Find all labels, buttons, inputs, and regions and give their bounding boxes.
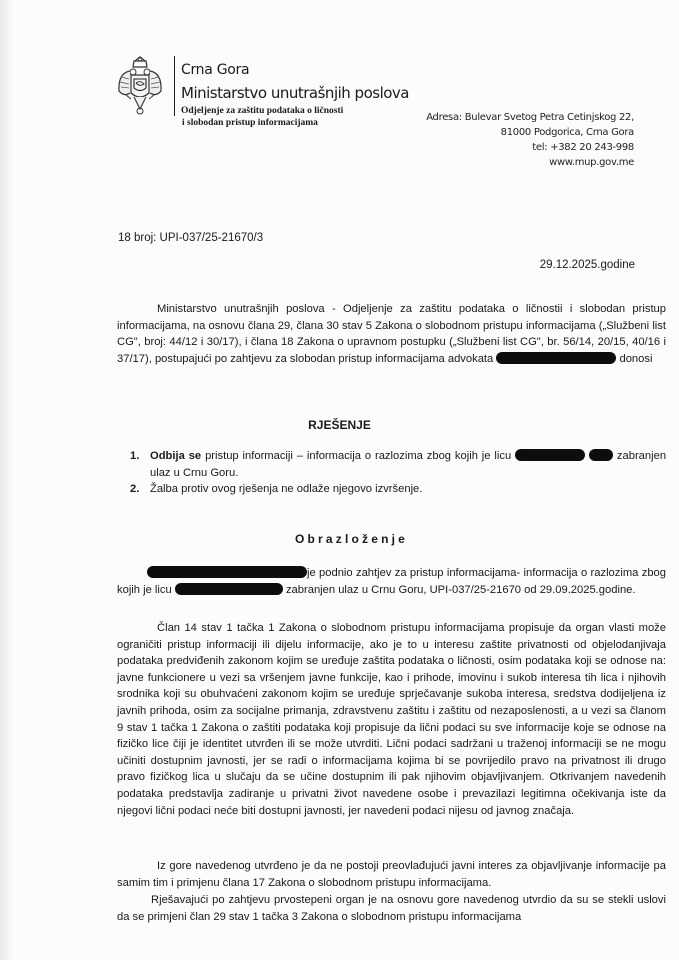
address-line-2: 81000 Podgorica, Crna Gora [500, 127, 634, 138]
item-number: 1. [130, 450, 140, 462]
letterhead-address [426, 110, 634, 170]
letterhead-department [181, 105, 343, 129]
item-number: 2. [130, 483, 140, 496]
website-link[interactable]: www.mup.gov.me [549, 157, 634, 168]
intro-paragraph [117, 301, 666, 367]
letterhead-divider [174, 56, 175, 116]
letterhead-ministry: Ministarstvo unutrašnjih poslova [181, 84, 409, 102]
decision-item-2 [130, 481, 666, 498]
letterhead-country: Crna Gora [181, 62, 250, 78]
item-bold-lead: Odbija se [150, 450, 202, 462]
item-text: Žalba protiv ovog rješenja ne odlaže njegovo izvršenje. [150, 483, 423, 496]
redaction-block [515, 449, 585, 461]
intro-text-end: donosi [619, 352, 653, 365]
reference-number: 18 broj: UPI-037/25-21670/3 [118, 232, 264, 244]
reasoning-text: je podnio zahtjev za pristup informacijama- informacija o razlozima zbog kojih je licu [117, 567, 666, 596]
decision-heading: RJEŠENJE [308, 418, 371, 432]
montenegro-coat-of-arms-icon [116, 55, 164, 117]
reasoning-text-end: zabranjen ulaz u Crnu Goru, UPI-037/25-21670 od 29.09.2025.godine. [285, 583, 636, 596]
reasoning-paragraph-1 [117, 565, 666, 598]
item-text: pristup informaciji – informacija o razlozima zbog kojih je licu [205, 450, 512, 462]
reasoning-heading: Obrazloženje [294, 532, 409, 546]
reasoning-text: Rješavajući po zahtjevu prvostepeni organ je na osnovu gore navedenog utvrdio da su se stekli uslovi da se primjeni član 29 stav 1 tačka 3 Zakona o slobodnom pristupu informacijama [117, 894, 666, 923]
reasoning-paragraph-4 [117, 892, 666, 925]
intro-text: Ministarstvo unutrašnjih poslova - Odjeljenje za zaštitu podataka o ličnostii i slobodan pristup informacijama, na osnovu člana 29, člana 30 stav 5 Zakona o slobodnom pristupu informacijama („Službeni list CG", broj: 44/12 i 30/17), i člana 18 Zakona o upravnom postupku („Službeni list CG", br. 56/14, 20/15, 40/16 i 37/17), postupajući po zahtjevu za slobodan pristup informacijama advokata [117, 303, 666, 365]
department-line-2: i slobodan pristup informacijama [182, 118, 318, 128]
decision-item-1 [130, 448, 666, 481]
reasoning-paragraph-3 [117, 858, 666, 891]
reasoning-text: Član 14 stav 1 tačka 1 Zakona o slobodnom pristupu informacijama propisuje da organ vlasti može ograničiti pristup informaciji ili dijelu informacije, ako je to u interesu zaštite privatnosti od objelodanjivaja podataka predviđenih zakonom kojim se uređuje zaštita podataka o ličnosti, osim podataka koji se odnose na: javne funkcionere u vezi sa vršenjem javne funkcije, kao i prihode, imovinu i sukob interesa tih lica i njihovih srodnika koji su obuhvaćeni zakonom kojim se uređuje sprječavanje sukoba interesa, sredstva dodijeljena iz javnih prihoda, osim za socijalne primanja, zdravstvenu zaštitu i zaštitu od nezaposlenosti, a u vezi sa članom 9 stav 1 tačka 1 Zakona o zaštiti podataka koji propisuje da lični podaci su sve informacije koje se odnose na fizičko lice čiji je identitet utvrđen ili se može utvrditi. Lični podaci sadržani u traženoj informaciji se ne mogu učiniti dostupnim javnosti, jer se radi o informacijama kojima bi se povrijedilo pravo na privatnost ili drugo pravo fizičkog lica u slučaju da se učine dostupnim ili pak njihovim objavljivanjem. Otkrivanjem navedenih podataka predstavlja zadiranje u privatni život navedene osobe i prevazilazi legitimna očekivanja iste da njegovi lični podaci neće biti dostupni javnosti, jer navedeni podaci nijesu od javnog značaja. [117, 622, 666, 817]
decision-list [130, 448, 666, 498]
redaction-block [147, 566, 307, 578]
department-line-1: Odjeljenje za zaštitu podataka o ličnosti [181, 106, 344, 116]
redaction-block [496, 352, 616, 364]
item-text-end: zabranjen ulaz u Crnu Goru. [150, 450, 667, 479]
document-date: 29.12.2025.godine [539, 259, 635, 271]
redaction-block [175, 583, 283, 595]
redaction-block [589, 449, 613, 461]
phone-number: tel: +382 20 243-998 [532, 142, 634, 153]
reasoning-text: Iz gore navedenog utvrđeno je da ne postoji preovlađujući javni interes za objavljivanje informacije pa samim tim i primjenu člana 17 Zakona o slobodnom pristupu informacijama. [117, 860, 666, 889]
scan-edge-shadow [0, 0, 14, 960]
reasoning-paragraph-2 [117, 620, 666, 819]
address-line-1: Adresa: Bulevar Svetog Petra Cetinjskog 22, [426, 112, 634, 123]
